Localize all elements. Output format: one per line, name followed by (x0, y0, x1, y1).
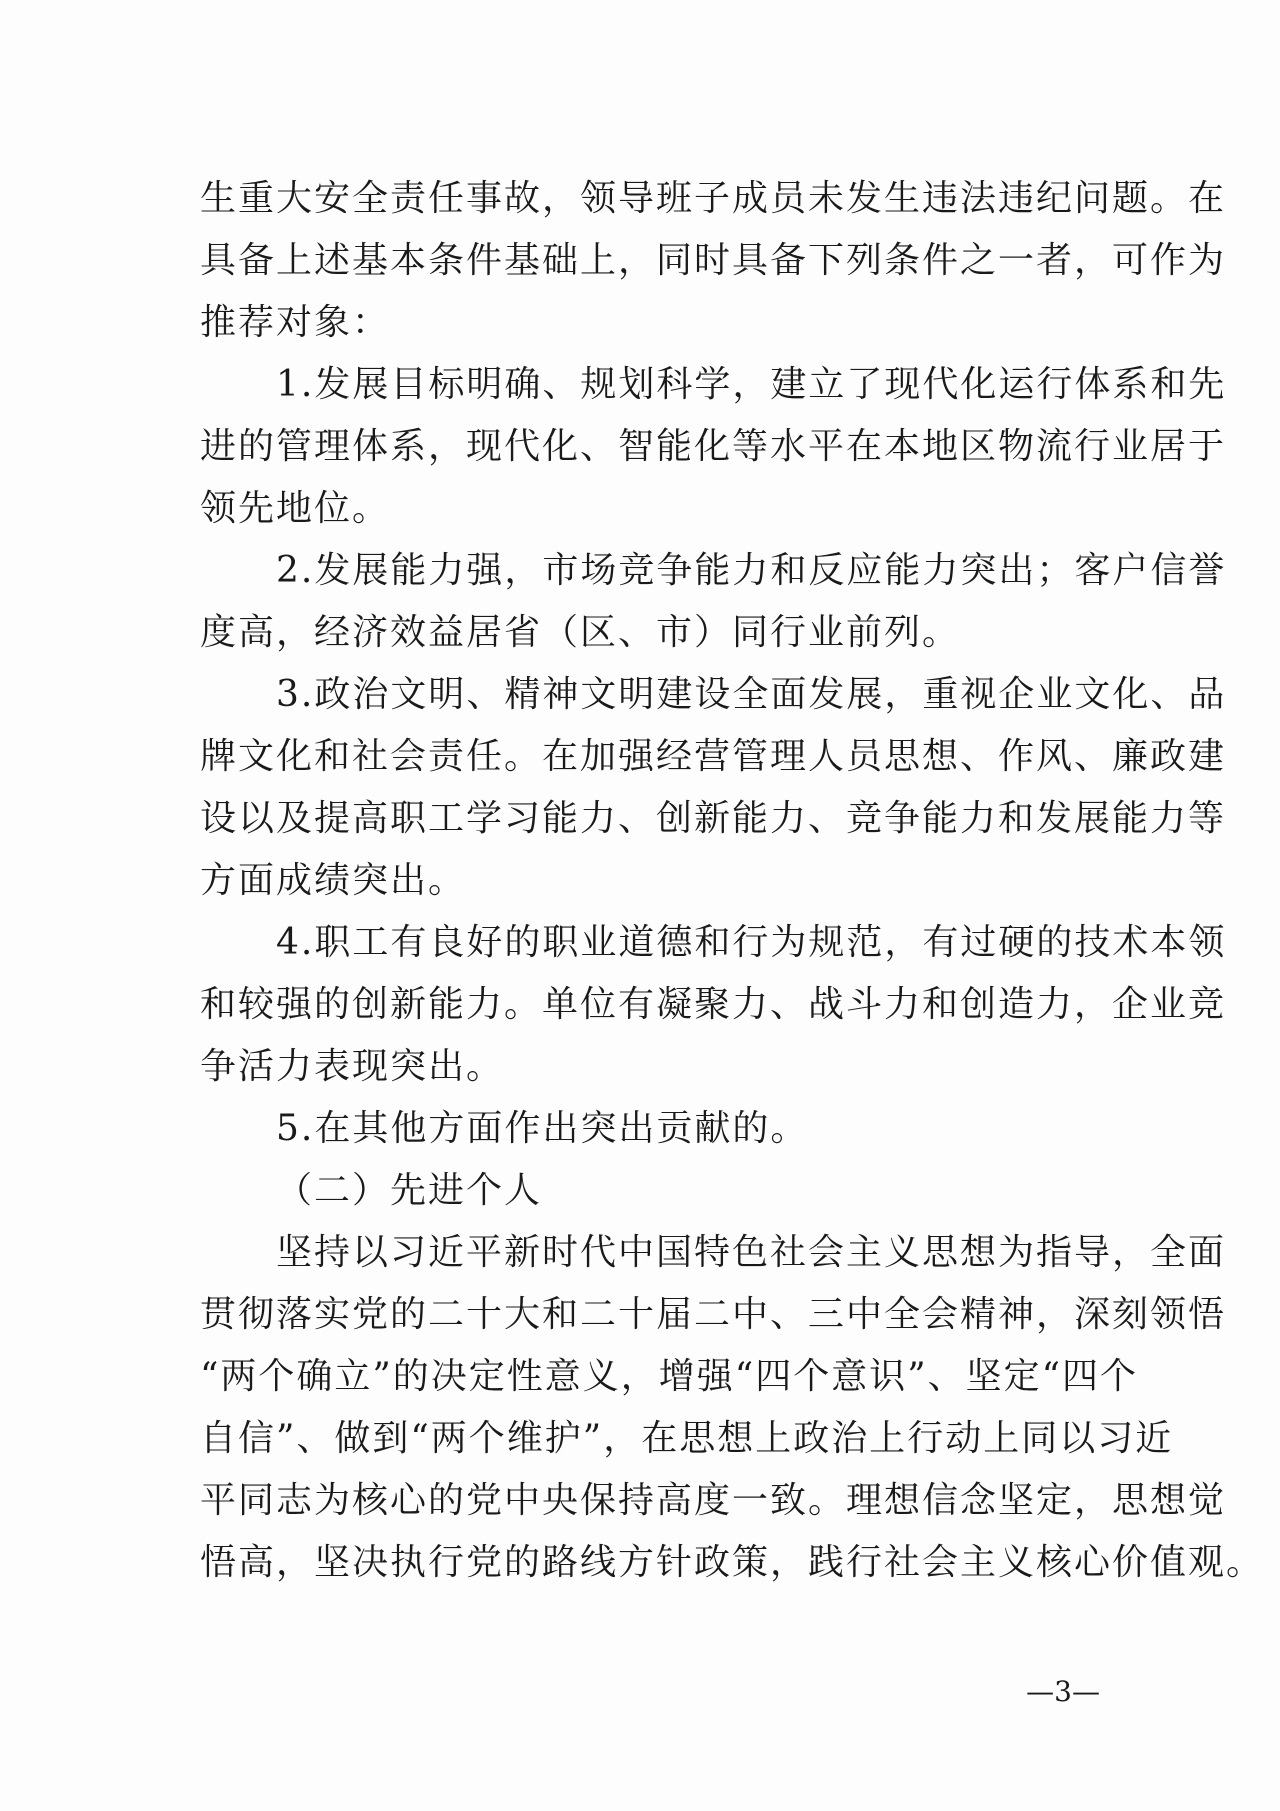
text-line: 争活力表现突出。 (200, 1046, 505, 1087)
list-item-5-line: 5.在其他方面作出突出贡献的。 (276, 1108, 809, 1149)
list-item-4-line: 4.职工有良好的职业道德和行为规范，有过硬的技术本领 (276, 922, 1227, 963)
list-item-2-line: 2.发展能力强，市场竞争能力和反应能力突出；客户信誉 (276, 550, 1227, 591)
paragraph-line: 坚持以习近平新时代中国特色社会主义思想为指导，全面 (276, 1232, 1227, 1273)
text-line: 生重大安全责任事故，领导班子成员未发生违法违纪问题。在 (200, 178, 1227, 219)
text-line: 平同志为核心的党中央保持高度一致。理想信念坚定，思想觉 (200, 1480, 1227, 1521)
text-line: 牌文化和社会责任。在加强经营管理人员思想、作风、廉政建 (200, 736, 1227, 777)
document-body (200, 168, 1265, 1594)
text-line: 悟高，坚决执行党的路线方针政策，践行社会主义核心价值观。 (200, 1542, 1265, 1583)
text-line: 度高，经济效益居省（区、市）同行业前列。 (200, 612, 961, 653)
text-line: 和较强的创新能力。单位有凝聚力、战斗力和创造力，企业竞 (200, 984, 1227, 1025)
text-line: 设以及提高职工学习能力、创新能力、竞争能力和发展能力等 (200, 798, 1227, 839)
text-line: “两个确立”的决定性意义，增强“四个意识”、坚定“四个 (200, 1356, 1139, 1397)
list-item-3-line: 3.政治文明、精神文明建设全面发展，重视企业文化、品 (276, 674, 1227, 715)
text-line: 进的管理体系，现代化、智能化等水平在本地区物流行业居于 (200, 426, 1227, 467)
text-line: 具备上述基本条件基础上，同时具备下列条件之一者，可作为 (200, 240, 1227, 281)
text-line: 推荐对象： (200, 302, 391, 343)
text-line: 自信”、做到“两个维护”，在思想上政治上行动上同以习近 (200, 1418, 1174, 1459)
page-number: —3— (1026, 1675, 1100, 1708)
text-line: 领先地位。 (200, 488, 391, 529)
section-heading: （二）先进个人 (276, 1170, 543, 1211)
list-item-1-line: 1.发展目标明确、规划科学，建立了现代化运行体系和先 (276, 364, 1227, 405)
text-line: 方面成绩突出。 (200, 860, 467, 901)
text-line: 贯彻落实党的二十大和二十届二中、三中全会精神，深刻领悟 (200, 1294, 1227, 1335)
